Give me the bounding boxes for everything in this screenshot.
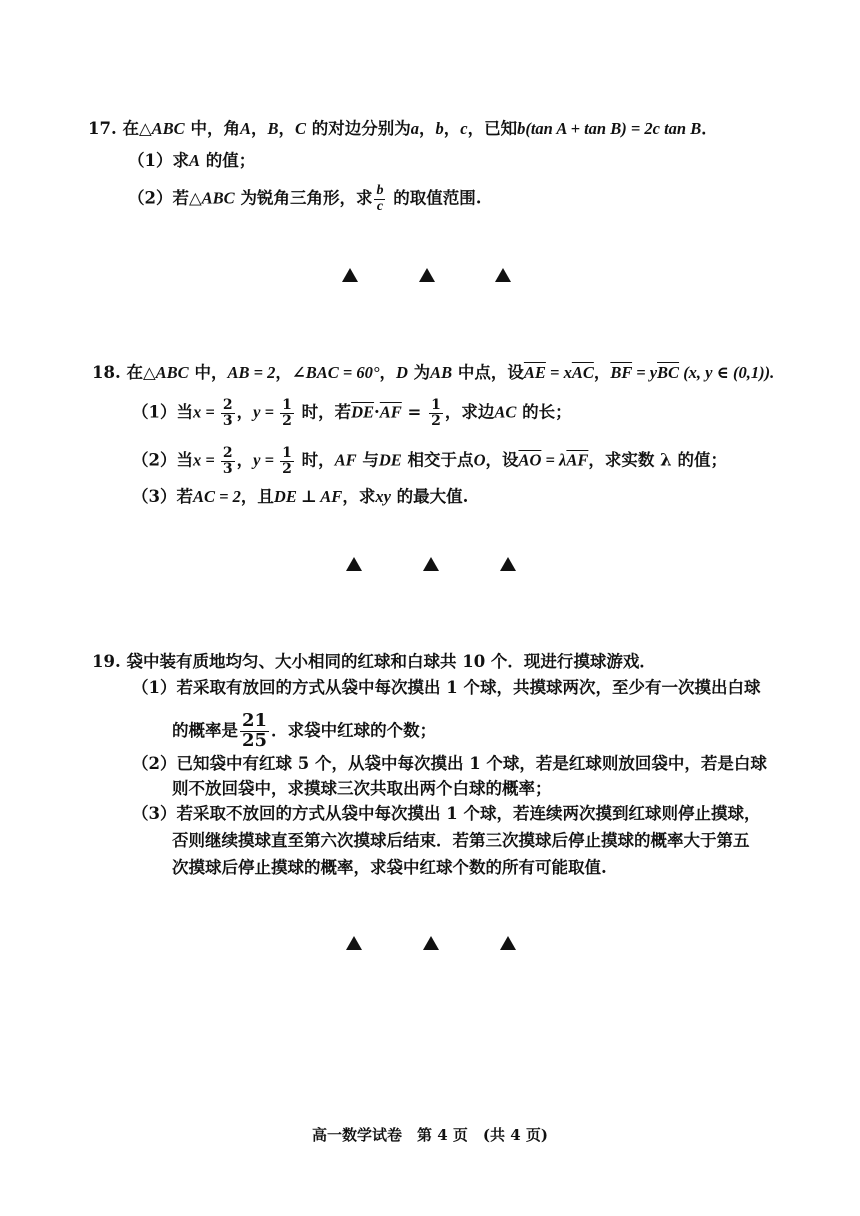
triangle-marker-icon [495, 268, 511, 282]
q18-part2 [132, 446, 727, 476]
q17-frac-num: b [376, 183, 384, 198]
q18-vec-de: $\overline{DE}$ [351, 402, 375, 422]
q18-frac-result [429, 398, 443, 428]
q18-p1-label: （1）当 [132, 402, 193, 422]
q18-p3-label: （3）若 [132, 487, 193, 506]
triangle-marker-icon [423, 557, 439, 571]
q18-text: 中点，设 [452, 363, 524, 382]
frac-num: 1 [431, 397, 441, 413]
frac-den: 2 [282, 460, 292, 477]
q17-var-c: C [294, 119, 306, 138]
frac-num: 2 [222, 445, 233, 461]
q18-vec-ao: $\overline{AO}$ [518, 450, 542, 470]
frac-num: 1 [282, 397, 292, 413]
q18-eq-x: = x [545, 363, 572, 382]
q19-p2-text: 则不放回袋中，求摸球三次共取出两个白球的概率； [172, 779, 552, 798]
q19-number: 19. [92, 652, 121, 671]
q17-text: 的对边分别为 [306, 119, 411, 138]
q18-p3-tail: 的最大值. [390, 487, 469, 506]
q19-part1-line2 [172, 712, 436, 751]
q17-triangle-abc: ABC [151, 119, 185, 138]
q18-text: 中， [188, 363, 228, 382]
triangle-marker-icon [500, 936, 516, 950]
q17-p2-abc: ABC [201, 188, 235, 208]
q17-p1-tail: 的值； [200, 151, 256, 170]
q17-p2-label: （2）若△ [128, 188, 202, 208]
q19-p2-text: （2）已知袋中有红球 5 个，从袋中每次摸出 1 个球，若是红球则放回袋中，若是白球 [132, 754, 767, 773]
q18-perp: DE ⊥ AF [273, 487, 343, 506]
q17-formula: b(tan A + tan B) = 2c tan B [517, 119, 702, 138]
q18-part1 [132, 398, 572, 428]
q18-y-eq: y = [253, 450, 279, 470]
q17-side-b: b [435, 119, 444, 138]
q18-p2-mid: 与 [356, 450, 379, 470]
frac-num: 21 [242, 710, 268, 731]
q18-sep: ， [236, 450, 254, 470]
q18-frac-one-half [280, 398, 294, 428]
frac-num: 2 [222, 397, 233, 413]
frac-den: 2 [431, 412, 441, 429]
triangle-marker-icon [419, 268, 435, 282]
q18-frac-two-thirds [221, 398, 235, 428]
q17-comma: ， [419, 119, 436, 138]
q17-part1 [128, 150, 255, 172]
q18-p2-when: 时， [295, 450, 335, 470]
q17-text: ，已知 [467, 119, 518, 138]
q18-y-eq: y = [253, 402, 279, 422]
q17-var-a: A [239, 119, 251, 138]
q19-p1-text: ．求袋中红球的个数； [271, 720, 437, 740]
q18-text: 为 [407, 363, 431, 382]
q18-frac-one-half [280, 446, 294, 476]
q18-vec-ae: $\overline{AE}$ [523, 363, 546, 382]
q19-part2-line1 [132, 753, 767, 775]
triangle-marker-icon [423, 936, 439, 950]
q18-eq-y: = y [632, 363, 658, 382]
q19-part2-line2 [172, 778, 552, 800]
q18-x-eq: x = [192, 402, 219, 422]
q17-comma: ， [250, 119, 268, 138]
q17-part2 [128, 184, 481, 214]
q18-vec-ac: $\overline{AC}$ [571, 363, 594, 382]
q18-p1-when: 时，若 [295, 402, 352, 422]
q18-eq: = [401, 402, 428, 422]
q18-frac-two-thirds [221, 446, 235, 476]
q19-part3-line1 [132, 803, 760, 825]
q17-p2-tail: 的取值范围. [387, 188, 482, 208]
q17-p2-mid: 为锐角三角形，求 [234, 188, 373, 208]
q18-sep: ， [379, 363, 396, 382]
triangle-marker-icon [346, 557, 362, 571]
q18-p1-tail: ，求边 [444, 402, 495, 422]
q17-text: 在△ [122, 119, 152, 138]
q19-p3-text: 否则继续摸球直至第六次摸球后结束．若第三次摸球后停止摸球的概率大于第五 [172, 831, 750, 850]
q18-stem [92, 362, 774, 384]
q18-abc: ABC [155, 363, 189, 382]
q18-ab: AB [430, 363, 453, 382]
q18-p2-set: ，设 [485, 450, 519, 470]
q19-frac-21-over-25 [240, 712, 269, 751]
q18-af: AF [334, 450, 357, 470]
q18-range: (x, y ∈ (0,1)). [679, 363, 775, 382]
triangle-marker-icon [346, 936, 362, 950]
q18-ac-eq: AC = 2 [192, 487, 241, 506]
q19-p3-text: （3）若采取不放回的方式从袋中每次摸出 1 个球，若连续两次摸到红球则停止摸球， [132, 804, 761, 823]
frac-den: 25 [242, 729, 268, 751]
q17-var-b: B [267, 119, 279, 138]
frac-num: 1 [282, 445, 292, 461]
q18-sep: ， [593, 363, 611, 382]
q18-ac: AC [494, 402, 517, 422]
q17-fraction-b-over-c [374, 184, 385, 214]
q19-part3-line3 [172, 857, 607, 879]
q19-p1-text: 的概率是 [172, 720, 238, 740]
triangle-marker-icon [500, 557, 516, 571]
q17-period: ． [701, 119, 718, 138]
q18-part3 [132, 486, 468, 508]
q18-p2-mid: 相交于点 [401, 450, 474, 470]
q18-vec-bc: $\overline{BC}$ [657, 363, 680, 382]
q17-number: 17. [88, 119, 117, 138]
frac-den: 3 [222, 412, 233, 429]
q17-comma: ， [443, 119, 461, 138]
q18-text: 在△ [126, 363, 156, 382]
q19-p3-text: 次摸球后停止摸球的概率，求袋中红球个数的所有可能取值. [172, 858, 607, 877]
q18-p3-mid: ，求 [342, 487, 376, 506]
q18-sep: ， [236, 402, 254, 422]
q17-text: 中，角 [184, 119, 240, 138]
frac-den: 2 [282, 412, 292, 429]
q18-number: 18. [92, 363, 121, 382]
q17-comma: ， [278, 119, 295, 138]
q19-part1-line1 [132, 677, 760, 699]
page-footer: 高一数学试卷 第 4 页 (共 4 页) [312, 1126, 548, 1144]
q19-intro: 袋中装有质地均匀、大小相同的红球和白球共 10 个．现进行摸球游戏． [126, 652, 656, 671]
q17-frac-den: c [376, 198, 384, 214]
q19-part3-line2 [172, 830, 750, 852]
q18-x-eq: x = [192, 450, 219, 470]
q19-p1-text: （1）若采取有放回的方式从袋中每次摸出 1 个球，共摸球两次，至少有一次摸出白球 [132, 678, 761, 697]
q18-vec-af: $\overline{AF}$ [379, 402, 402, 422]
q18-point-o: O [473, 450, 486, 470]
q18-point-d: D [395, 363, 408, 382]
q18-de: DE [378, 450, 402, 470]
q17-side-a: a [410, 119, 419, 138]
q18-eq-lambda: = λ [541, 450, 567, 470]
frac-den: 3 [222, 460, 233, 477]
q18-angle: ∠BAC = 60° [291, 363, 380, 382]
q17-p1-var: A [188, 151, 200, 170]
q17-side-c: c [460, 119, 468, 138]
q18-vec-bf: $\overline{BF}$ [610, 363, 633, 382]
q18-dot: · [374, 402, 380, 422]
q18-p1-tail: 的长； [516, 402, 572, 422]
q18-p2-label: （2）当 [132, 450, 193, 470]
q17-p1-label: （1）求 [128, 151, 189, 170]
q18-xy: xy [375, 487, 391, 506]
q18-ab-eq: AB = 2 [227, 363, 276, 382]
triangle-marker-icon [342, 268, 358, 282]
q18-p3-mid: ，且 [240, 487, 274, 506]
q19-stem [92, 651, 656, 673]
q17-stem [88, 118, 718, 140]
q18-vec-af: $\overline{AF}$ [566, 450, 589, 470]
q18-sep: ， [275, 363, 292, 382]
q18-p2-tail: ，求实数 λ 的值； [588, 450, 727, 470]
